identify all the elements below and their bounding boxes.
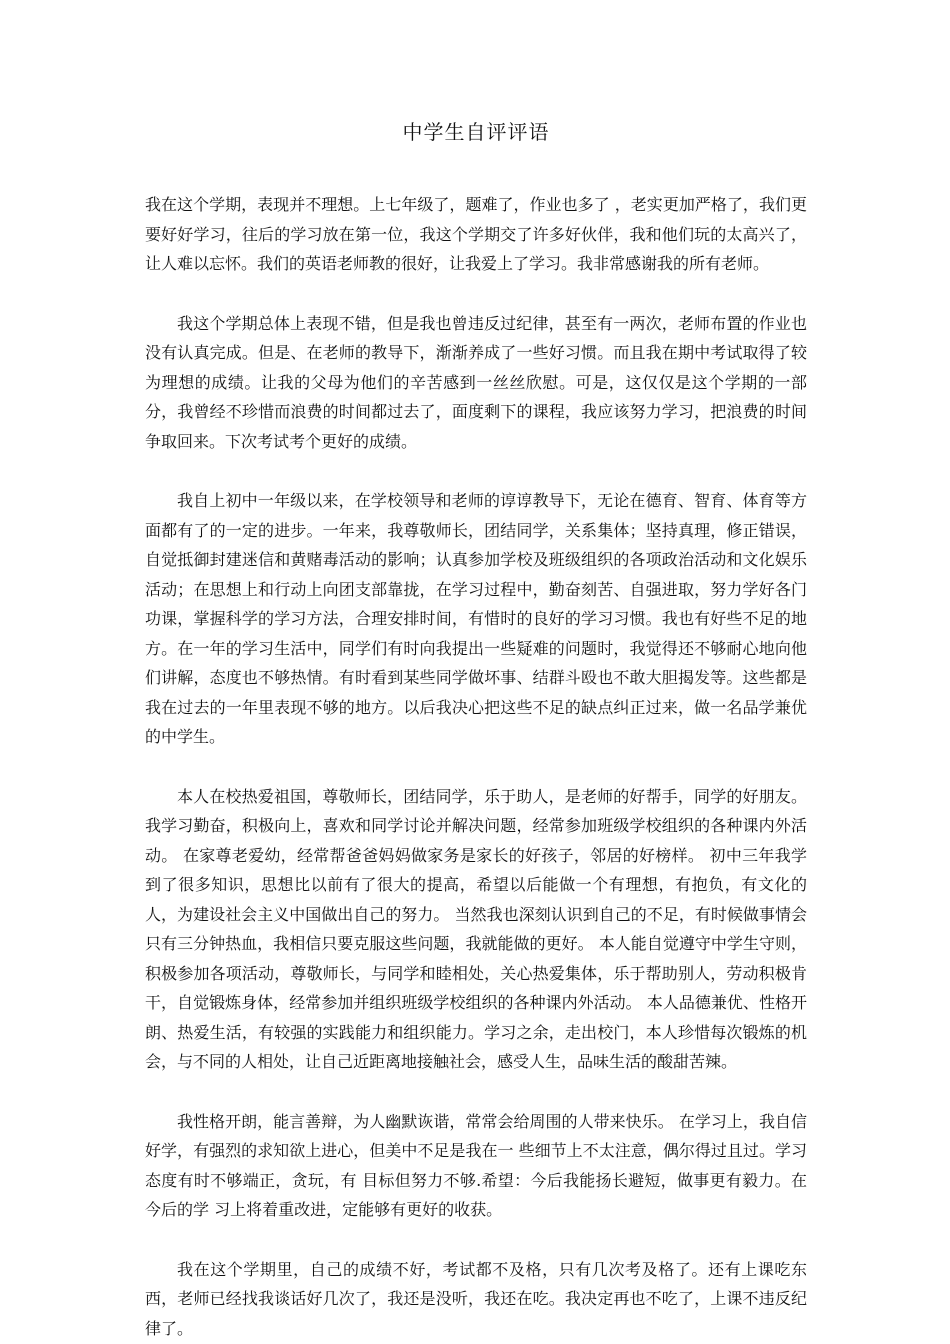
paragraph-4: 本人在校热爱祖国，尊敬师长，团结同学，乐于助人，是老师的好帮手，同学的好朋友。我学习勤奋，积极向上，喜欢和同学讨论并解决问题，经常参加班级学校组织的各种课内外活动。 在家尊老爱幼，经常帮爸爸妈妈做家务是家长的好孩子，邻居的好榜样。 初中三年我学到了很多知识，思想比以前有了很大的提高，希望以后能做一个有理想，有抱负，有文化的人，为建设社会主义中国做出自己的努力。 当然我也深刻认识到自己的不足，有时候做事情会只有三分钟热血，我相信只要克服这些问题，我就能做的更好。 本人能自觉遵守中学生守则，积极参加各项活动，尊敬师长，与同学和睦相处，关心热爱集体，乐于帮助别人，劳动积极肯干，自觉锻炼身体，经常参加并组织班级学校组织的各种课内外活动。 本人品德兼优、性格开朗、热爱生活，有较强的实践能力和组织能力。学习之余，走出校门，本人珍惜每次锻炼的机会，与不同的人相处，让自己近距离地接触社会，感受人生，品味生活的酸甜苦辣。 bbox=[145, 786, 807, 1071]
paragraph-2: 我这个学期总体上表现不错，但是我也曾违反过纪律，甚至有一两次，老师布置的作业也没有认真完成。但是、在老师的教导下，渐渐养成了一些好习惯。而且我在期中考试取得了较为理想的成绩。让我的父母为他们的辛苦感到一丝丝欣慰。可是，这仅仅是这个学期的一部分，我曾经不珍惜而浪费的时间都过去了，面度剩下的课程，我应该努力学习，把浪费的时间争取回来。下次考试考个更好的成绩。 bbox=[145, 313, 807, 451]
paragraph-3: 我自上初中一年级以来，在学校领导和老师的谆谆教导下，无论在德育、智育、体育等方面都有了的一定的进步。一年来，我尊敬师长，团结同学，关系集体；坚持真理，修正错误，自觉抵御封建迷信和黄赌毒活动的影响；认真参加学校及班级组织的各项政治活动和文化娱乐活动；在思想上和行动上向团支部靠拢，在学习过程中，勤奋刻苦、自强进取，努力学好各门功课，掌握科学的学习方法，合理安排时间，有惜时的良好的学习习惯。我也有好些不足的地方。在一年的学习生活中，同学们有时向我提出一些疑难的问题时，我觉得还不够耐心地向他们讲解，态度也不够热情。有时看到某些同学做坏事、结群斗殴也不敢大胆揭发等。这些都是我在过去的一年里表现不够的地方。以后我决心把这些不足的缺点纠正过来，做一名品学兼优的中学生。 bbox=[145, 491, 807, 746]
document-page bbox=[145, 118, 807, 1343]
paragraph-6: 我在这个学期里，自己的成绩不好，考试都不及格，只有几次考及格了。还有上课吃东西，老师已经找我谈话好几次了，我还是没听，我还在吃。我决定再也不吃了，上课不违反纪律了。 bbox=[145, 1259, 807, 1338]
paragraph-1: 我在这个学期，表现并不理想。上七年级了，题难了，作业也多了 ，老实更加严格了，我们更要好好学习，往后的学习放在第一位，我这个学期交了许多好伙伴，我和他们玩的太高兴了，让人难以忘怀。我们的英语老师教的很好，让我爱上了学习。我非常感谢我的所有老师。 bbox=[145, 195, 807, 273]
paragraph-5: 我性格开朗，能言善辩，为人幽默诙谐，常常会给周围的人带来快乐。 在学习上，我自信好学，有强烈的求知欲上进心，但美中不足是我在一 些细节上不太注意，偶尔得过且过。学习态度有时不够端正，贪玩，有 目标但努力不够.希望：今后我能扬长避短，做事更有毅力。在今后的学 习上将着重改进，定能够有更好的收获。 bbox=[145, 1111, 807, 1219]
document-title: 中学生自评评语 bbox=[402, 120, 550, 144]
